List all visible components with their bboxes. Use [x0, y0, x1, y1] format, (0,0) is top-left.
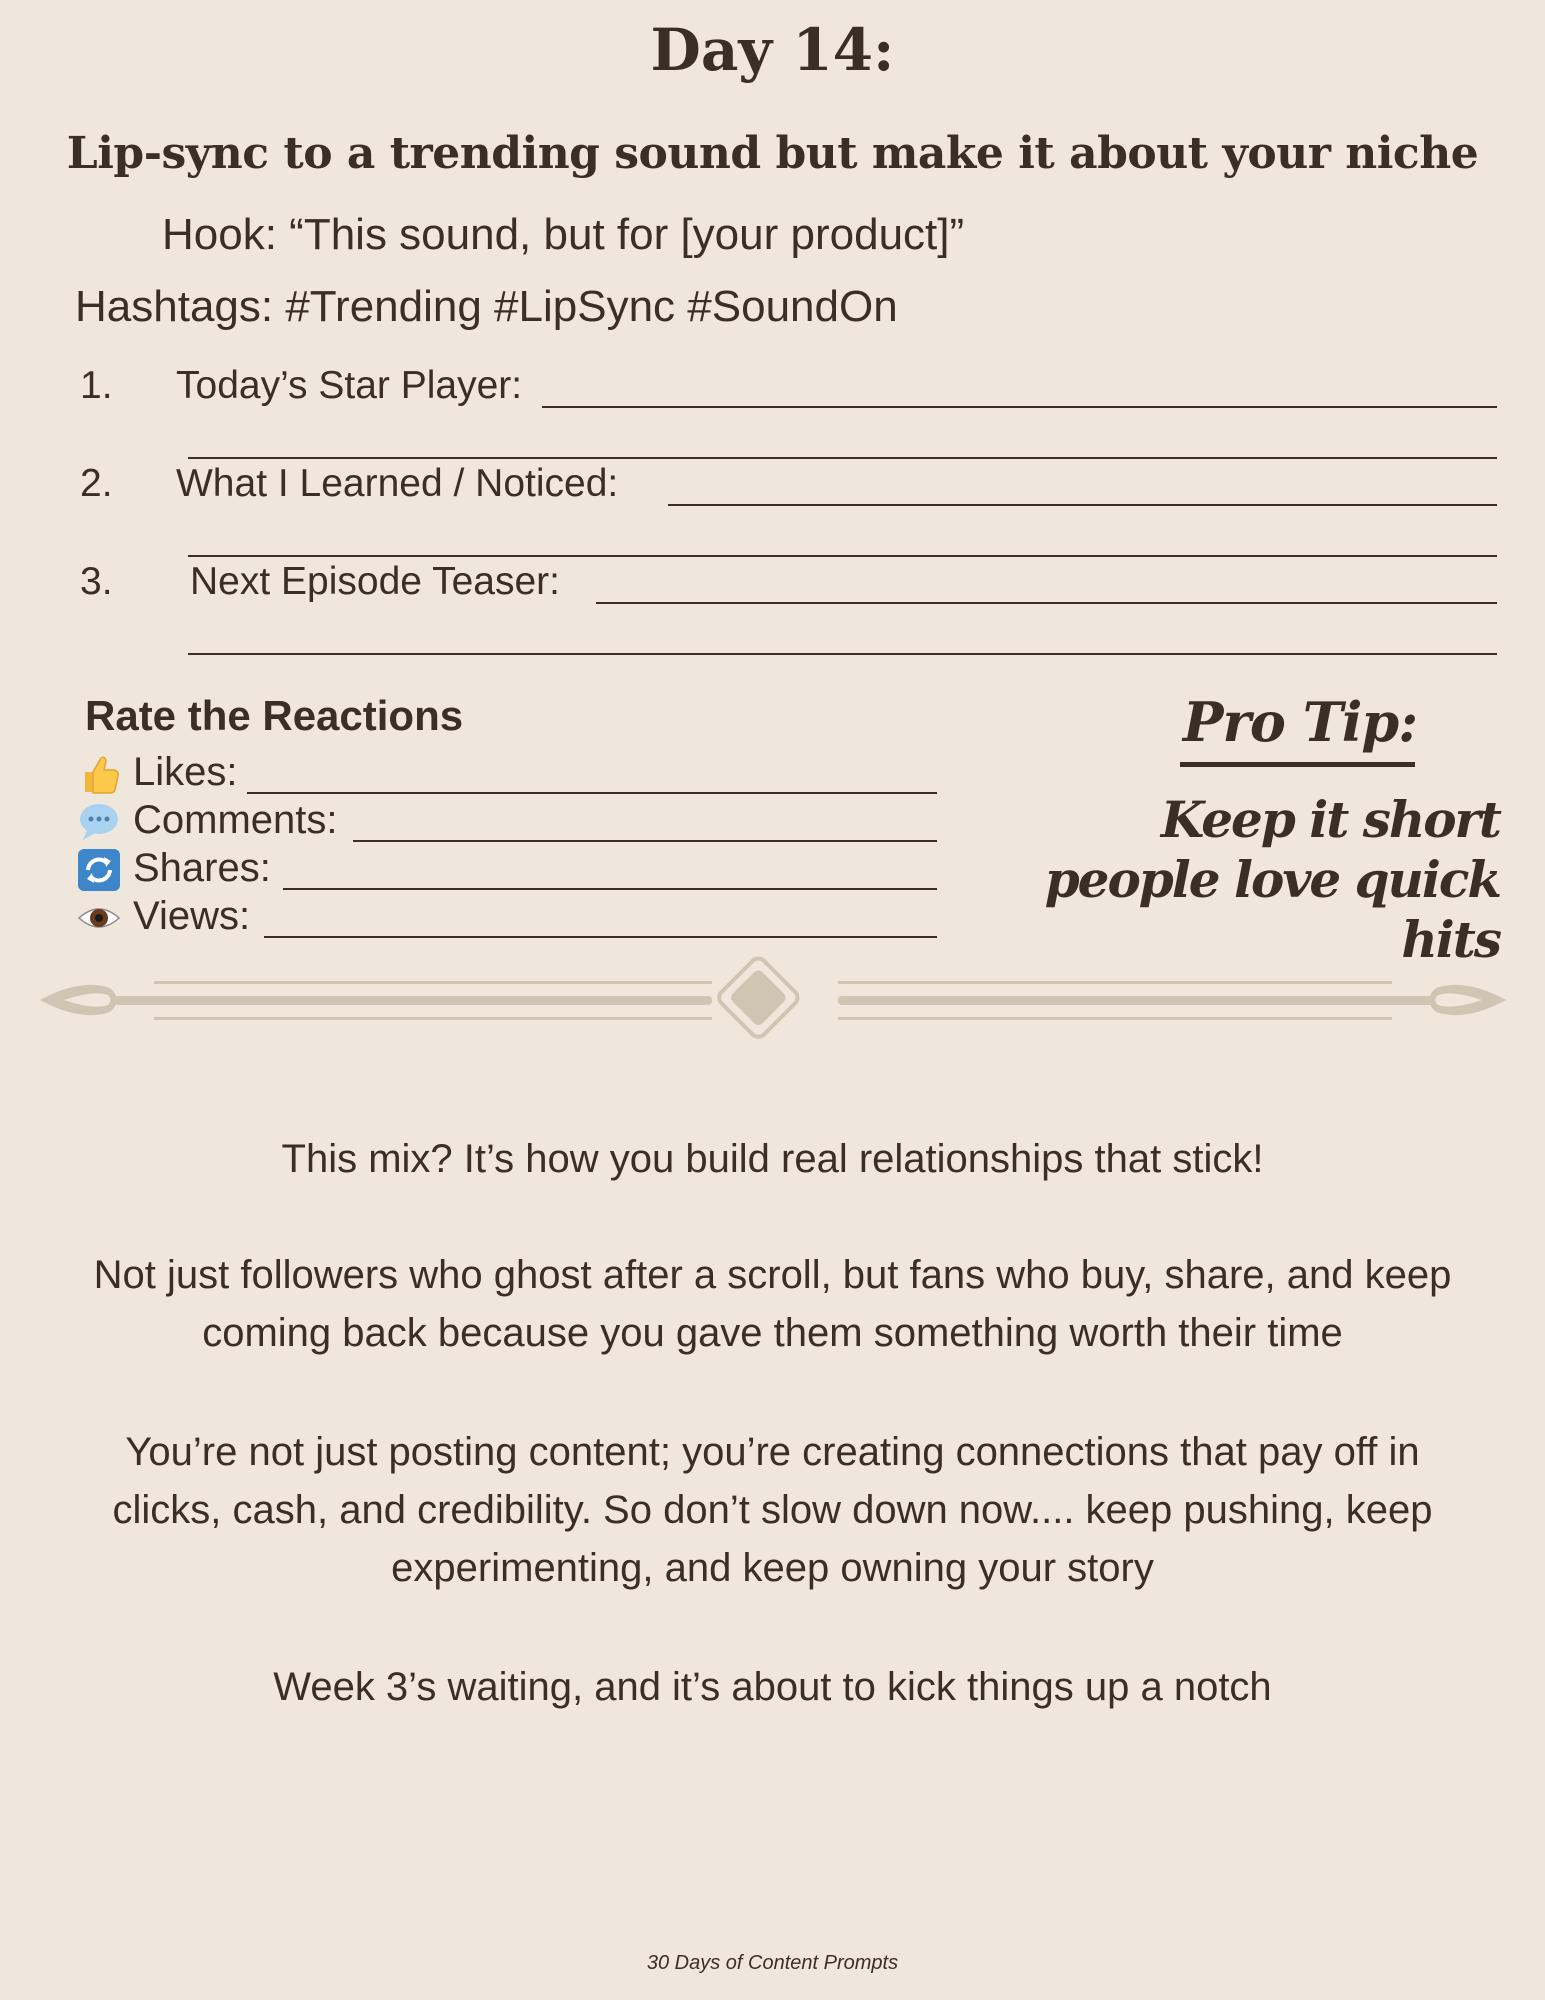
closing-paragraph-4: Week 3’s waiting, and it’s about to kick things up a notch [273, 1665, 1272, 1709]
answer-line[interactable] [668, 504, 1497, 506]
pro-tip-underline [1180, 762, 1415, 767]
rate-reactions-title: Rate the Reactions [85, 692, 464, 739]
answer-line[interactable] [188, 457, 1497, 459]
reaction-label: Views: [133, 894, 251, 938]
reaction-label: Shares: [133, 846, 271, 890]
eye-icon [77, 896, 121, 940]
answer-line[interactable] [542, 406, 1497, 408]
pro-tip-line-1: Keep it short [1160, 790, 1500, 849]
fill-in-row-2 [0, 462, 1545, 512]
row-number: 1. [80, 364, 113, 407]
closing-paragraph-2: Not just followers who ghost after a scroll, but fans who buy, share, and keep coming back because you gave them something worth their time [93, 1253, 1452, 1355]
reaction-label: Likes: [133, 750, 238, 794]
reaction-row-comments [77, 798, 957, 846]
ornamental-divider [38, 950, 1508, 1050]
closing-paragraph-3: You’re not just posting content; you’re creating connections that pay off in clicks, cash, and credibility. So don’t slow down now.... keep pushing, keep experimenting, and keep owning your story [112, 1430, 1433, 1590]
answer-line[interactable] [353, 840, 937, 842]
answer-line[interactable] [188, 555, 1497, 557]
thumbs-up-icon [77, 752, 121, 796]
prompt-subtitle: Lip-sync to a trending sound but make it about your niche [66, 128, 1479, 179]
reaction-row-views [77, 894, 957, 942]
pro-tip-title: Pro Tip: [1182, 690, 1418, 754]
row-label: What I Learned / Noticed: [176, 462, 619, 505]
answer-line[interactable] [247, 792, 937, 794]
reaction-row-shares [77, 846, 957, 894]
speech-bubble-icon [77, 800, 121, 844]
answer-line[interactable] [264, 936, 937, 938]
hook-text: Hook: “This sound, but for [your product]” [162, 210, 965, 259]
row-label: Next Episode Teaser: [190, 560, 560, 603]
answer-line[interactable] [596, 602, 1497, 604]
hashtags-text: Hashtags: #Trending #LipSync #SoundOn [75, 282, 898, 331]
row-label: Today’s Star Player: [176, 364, 523, 407]
reaction-row-likes [77, 750, 957, 798]
row-number: 2. [80, 462, 113, 505]
closing-paragraph-1: This mix? It’s how you build real relationships that stick! [281, 1137, 1264, 1181]
answer-line[interactable] [188, 653, 1497, 655]
row-number: 3. [80, 560, 113, 603]
answer-line[interactable] [283, 888, 937, 890]
day-title: Day 14: [650, 16, 895, 84]
fill-in-row-3 [0, 560, 1545, 610]
pro-tip-line-2: people love quick hits [1044, 850, 1500, 969]
pro-tip-text [1020, 790, 1500, 970]
footer-text: 30 Days of Content Prompts [646, 1952, 899, 1974]
repeat-arrows-icon [77, 848, 121, 892]
fill-in-row-1 [0, 364, 1545, 414]
reaction-label: Comments: [133, 798, 338, 842]
